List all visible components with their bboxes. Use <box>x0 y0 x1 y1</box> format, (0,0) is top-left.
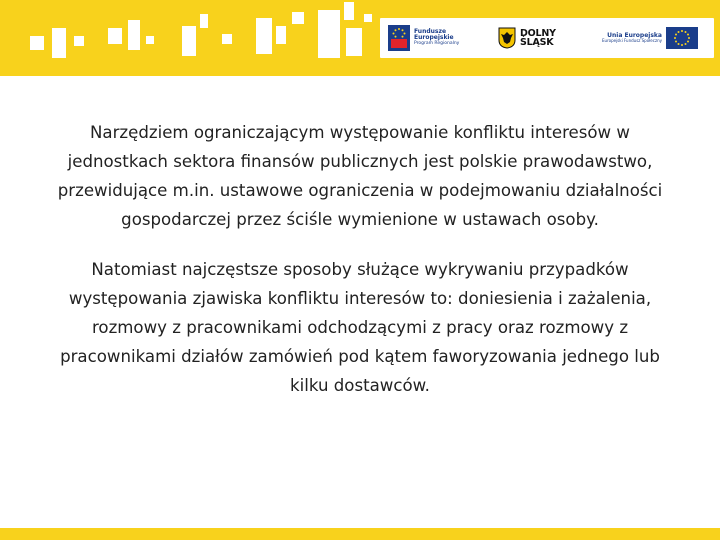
decor-square <box>74 36 84 46</box>
unia-line2: Europejski Fundusz Społeczny <box>602 38 662 44</box>
decor-square <box>276 26 286 44</box>
dolny-slask-line2: ŚLĄSK <box>520 37 554 48</box>
eu-flag-icon <box>666 27 698 49</box>
decor-square <box>256 18 272 54</box>
unia-line1: Unia Europejska <box>607 31 662 39</box>
decor-square <box>318 10 340 58</box>
logo-unia-europejska <box>602 24 698 52</box>
decor-square <box>344 2 354 20</box>
decor-square <box>292 12 304 24</box>
logo-dolny-slask <box>498 24 556 52</box>
logo-fundusze-europejskie <box>388 22 459 54</box>
decor-square <box>346 28 362 56</box>
fundusze-line3: Program Regionalny <box>414 41 460 47</box>
decor-square <box>108 28 122 44</box>
fundusze-line1: Fundusze <box>414 27 447 35</box>
fundusze-line2: Europejskie <box>414 34 454 42</box>
decor-square <box>364 14 372 22</box>
decor-square <box>146 36 154 44</box>
decor-square <box>222 34 232 44</box>
header-band <box>0 0 720 76</box>
paragraph-1: Narzędziem ograniczającym występowanie konfliktu interesów w jednostkach sektora finansów publicznych jest polskie prawodawstwo, przewidujące m.in. ustawowe ograniczenia w podejmowaniu działalności gospodarczej przez ściśle wymienione w ustawach osoby. <box>57 123 663 229</box>
dolny-slask-line1: DOLNY <box>520 27 556 39</box>
fundusze-europejskie-flag-icon <box>388 25 410 51</box>
decor-square <box>182 26 196 56</box>
paragraph-2: Natomiast najczęstsze sposoby służące wykrywaniu przypadków występowania zjawiska konfliktu interesów to: doniesienia i zażalenia, rozmowy z pracownikami odchodzącymi z pracy oraz rozmowy z pracownikami działów zamówień pod kątem faworyzowania jednego lub kilku dostawców. <box>60 260 660 395</box>
dolny-slask-eagle-crest-icon <box>498 27 516 49</box>
slide-content <box>52 118 668 421</box>
decor-square <box>30 36 44 50</box>
decor-square <box>128 20 140 50</box>
footer-band <box>0 528 720 540</box>
decor-square <box>200 14 208 28</box>
decor-square <box>52 28 66 58</box>
logo-bar <box>380 18 714 58</box>
